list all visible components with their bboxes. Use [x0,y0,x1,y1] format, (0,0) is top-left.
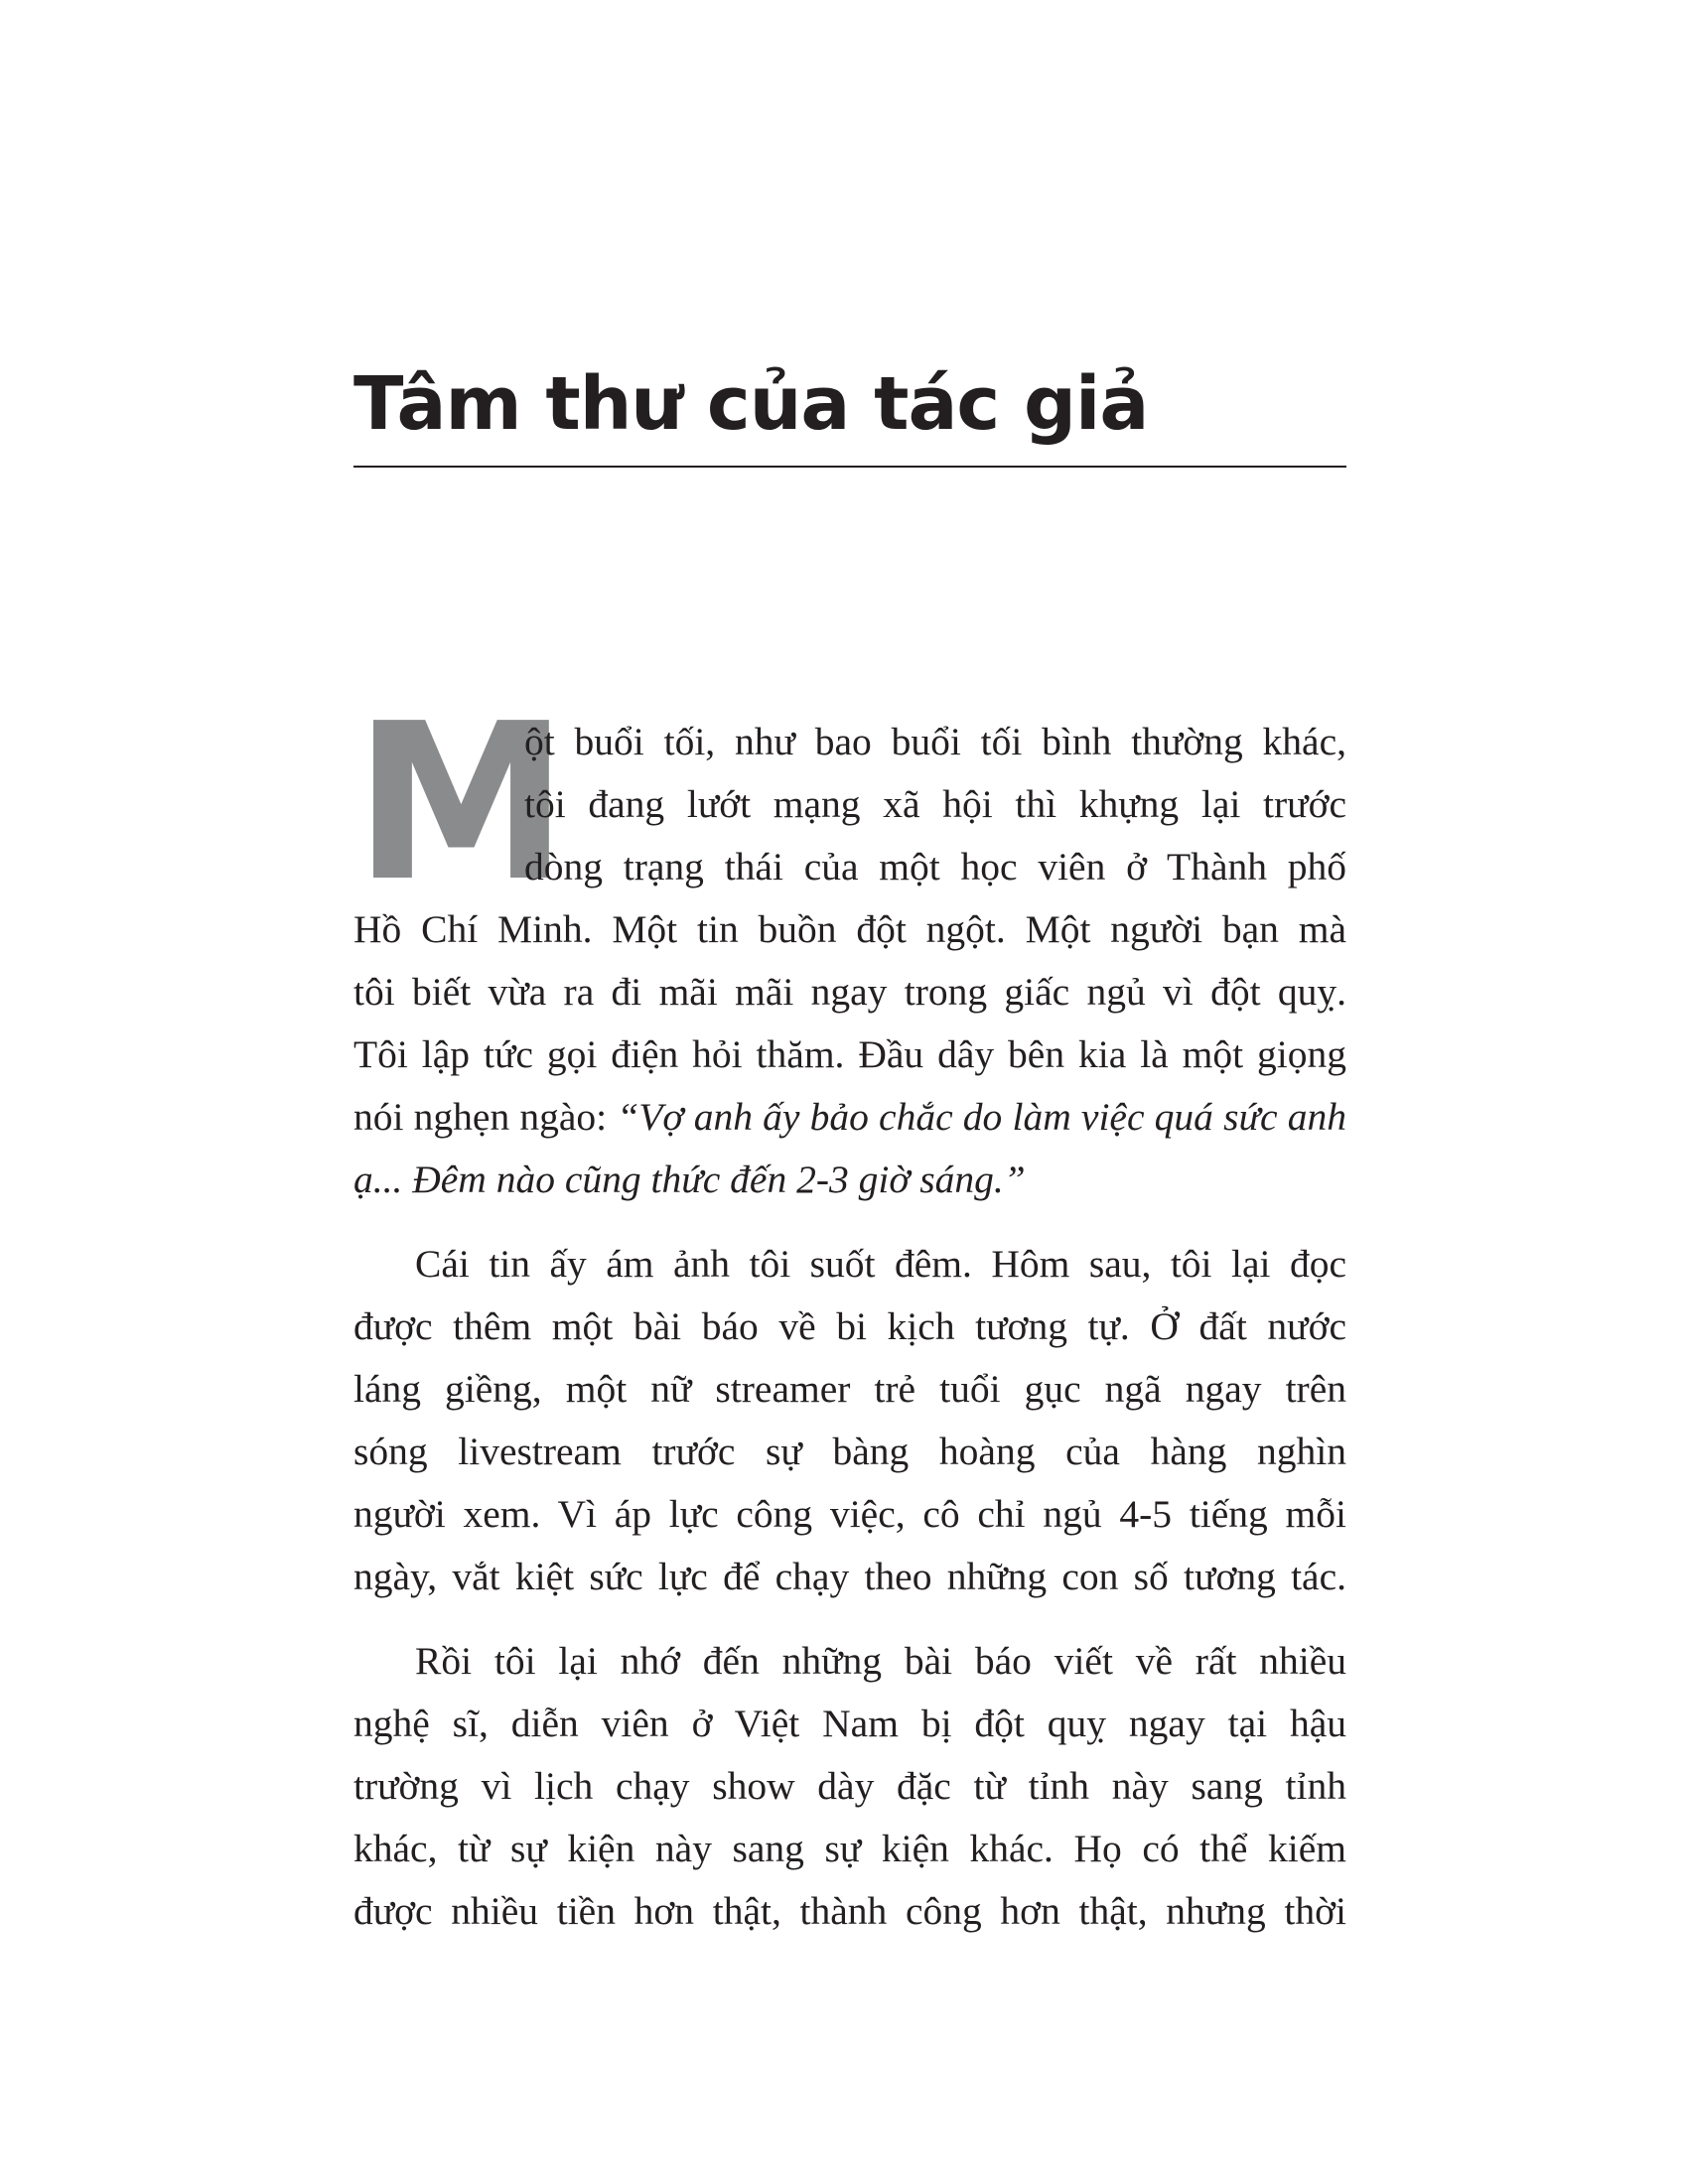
text-line: ột buổi tối, như bao buổi tối bình thường khác, [524,720,1346,763]
text-line: Tôi lập tức gọi điện hỏi thăm. Đầu dây bên kia là một giọng [353,1032,1346,1076]
text-line: dòng trạng thái của một học viên ở Thành phố [524,845,1346,888]
text-line: Cái tin ấy ám ảnh tôi suốt đêm. Hôm sau, tôi lại đọc [415,1242,1346,1286]
text-line: ngày, vắt kiệt sức lực để chạy theo những con số tương tác. [353,1555,1346,1598]
text-line: Rồi tôi lại nhớ đến những bài báo viết về rất nhiều [415,1639,1346,1683]
drop-cap: M [353,678,565,929]
paragraph-2 [353,1233,1346,1608]
quote-text: ạ... Đêm nào cũng thức đến 2-3 giờ sáng.” [353,1158,1026,1201]
chapter-title: Tâm thư của tác giả [353,361,1149,447]
body-text [353,678,1346,1965]
text-line [353,1086,1346,1149]
text-line: người xem. Vì áp lực công việc, cô chỉ ngủ 4-5 tiếng mỗi [353,1492,1346,1536]
text-line: được nhiều tiền hơn thật, thành công hơn thật, nhưng thời [353,1889,1346,1933]
text-line: sóng livestream trước sự bàng hoàng của hàng nghìn [353,1430,1346,1473]
paragraph-3 [353,1630,1346,1943]
text-line: Hồ Chí Minh. Một tin buồn đột ngột. Một người bạn mà [353,907,1346,951]
text-line: nghệ sĩ, diễn viên ở Việt Nam bị đột quỵ ngay tại hậu [353,1702,1346,1745]
text-line: trường vì lịch chạy show dày đặc từ tỉnh này sang tỉnh [353,1764,1346,1808]
text-line: khác, từ sự kiện này sang sự kiện khác. Họ có thể kiếm [353,1827,1346,1870]
text-line: tôi đang lướt mạng xã hội thì khựng lại trước [524,782,1346,826]
title-divider [353,466,1346,468]
quote-text: “Vợ anh ấy bảo chắc do làm việc quá sức anh [617,1095,1346,1139]
text-line: láng giềng, một nữ streamer trẻ tuổi gục ngã ngay trên [353,1367,1346,1411]
text-plain: nói nghẹn ngào: [353,1095,618,1139]
paragraph-1 [353,678,1346,1211]
text-line: được thêm một bài báo về bi kịch tương tự. Ở đất nước [353,1304,1346,1348]
text-line: tôi biết vừa ra đi mãi mãi ngay trong giấc ngủ vì đột quỵ. [353,970,1346,1014]
